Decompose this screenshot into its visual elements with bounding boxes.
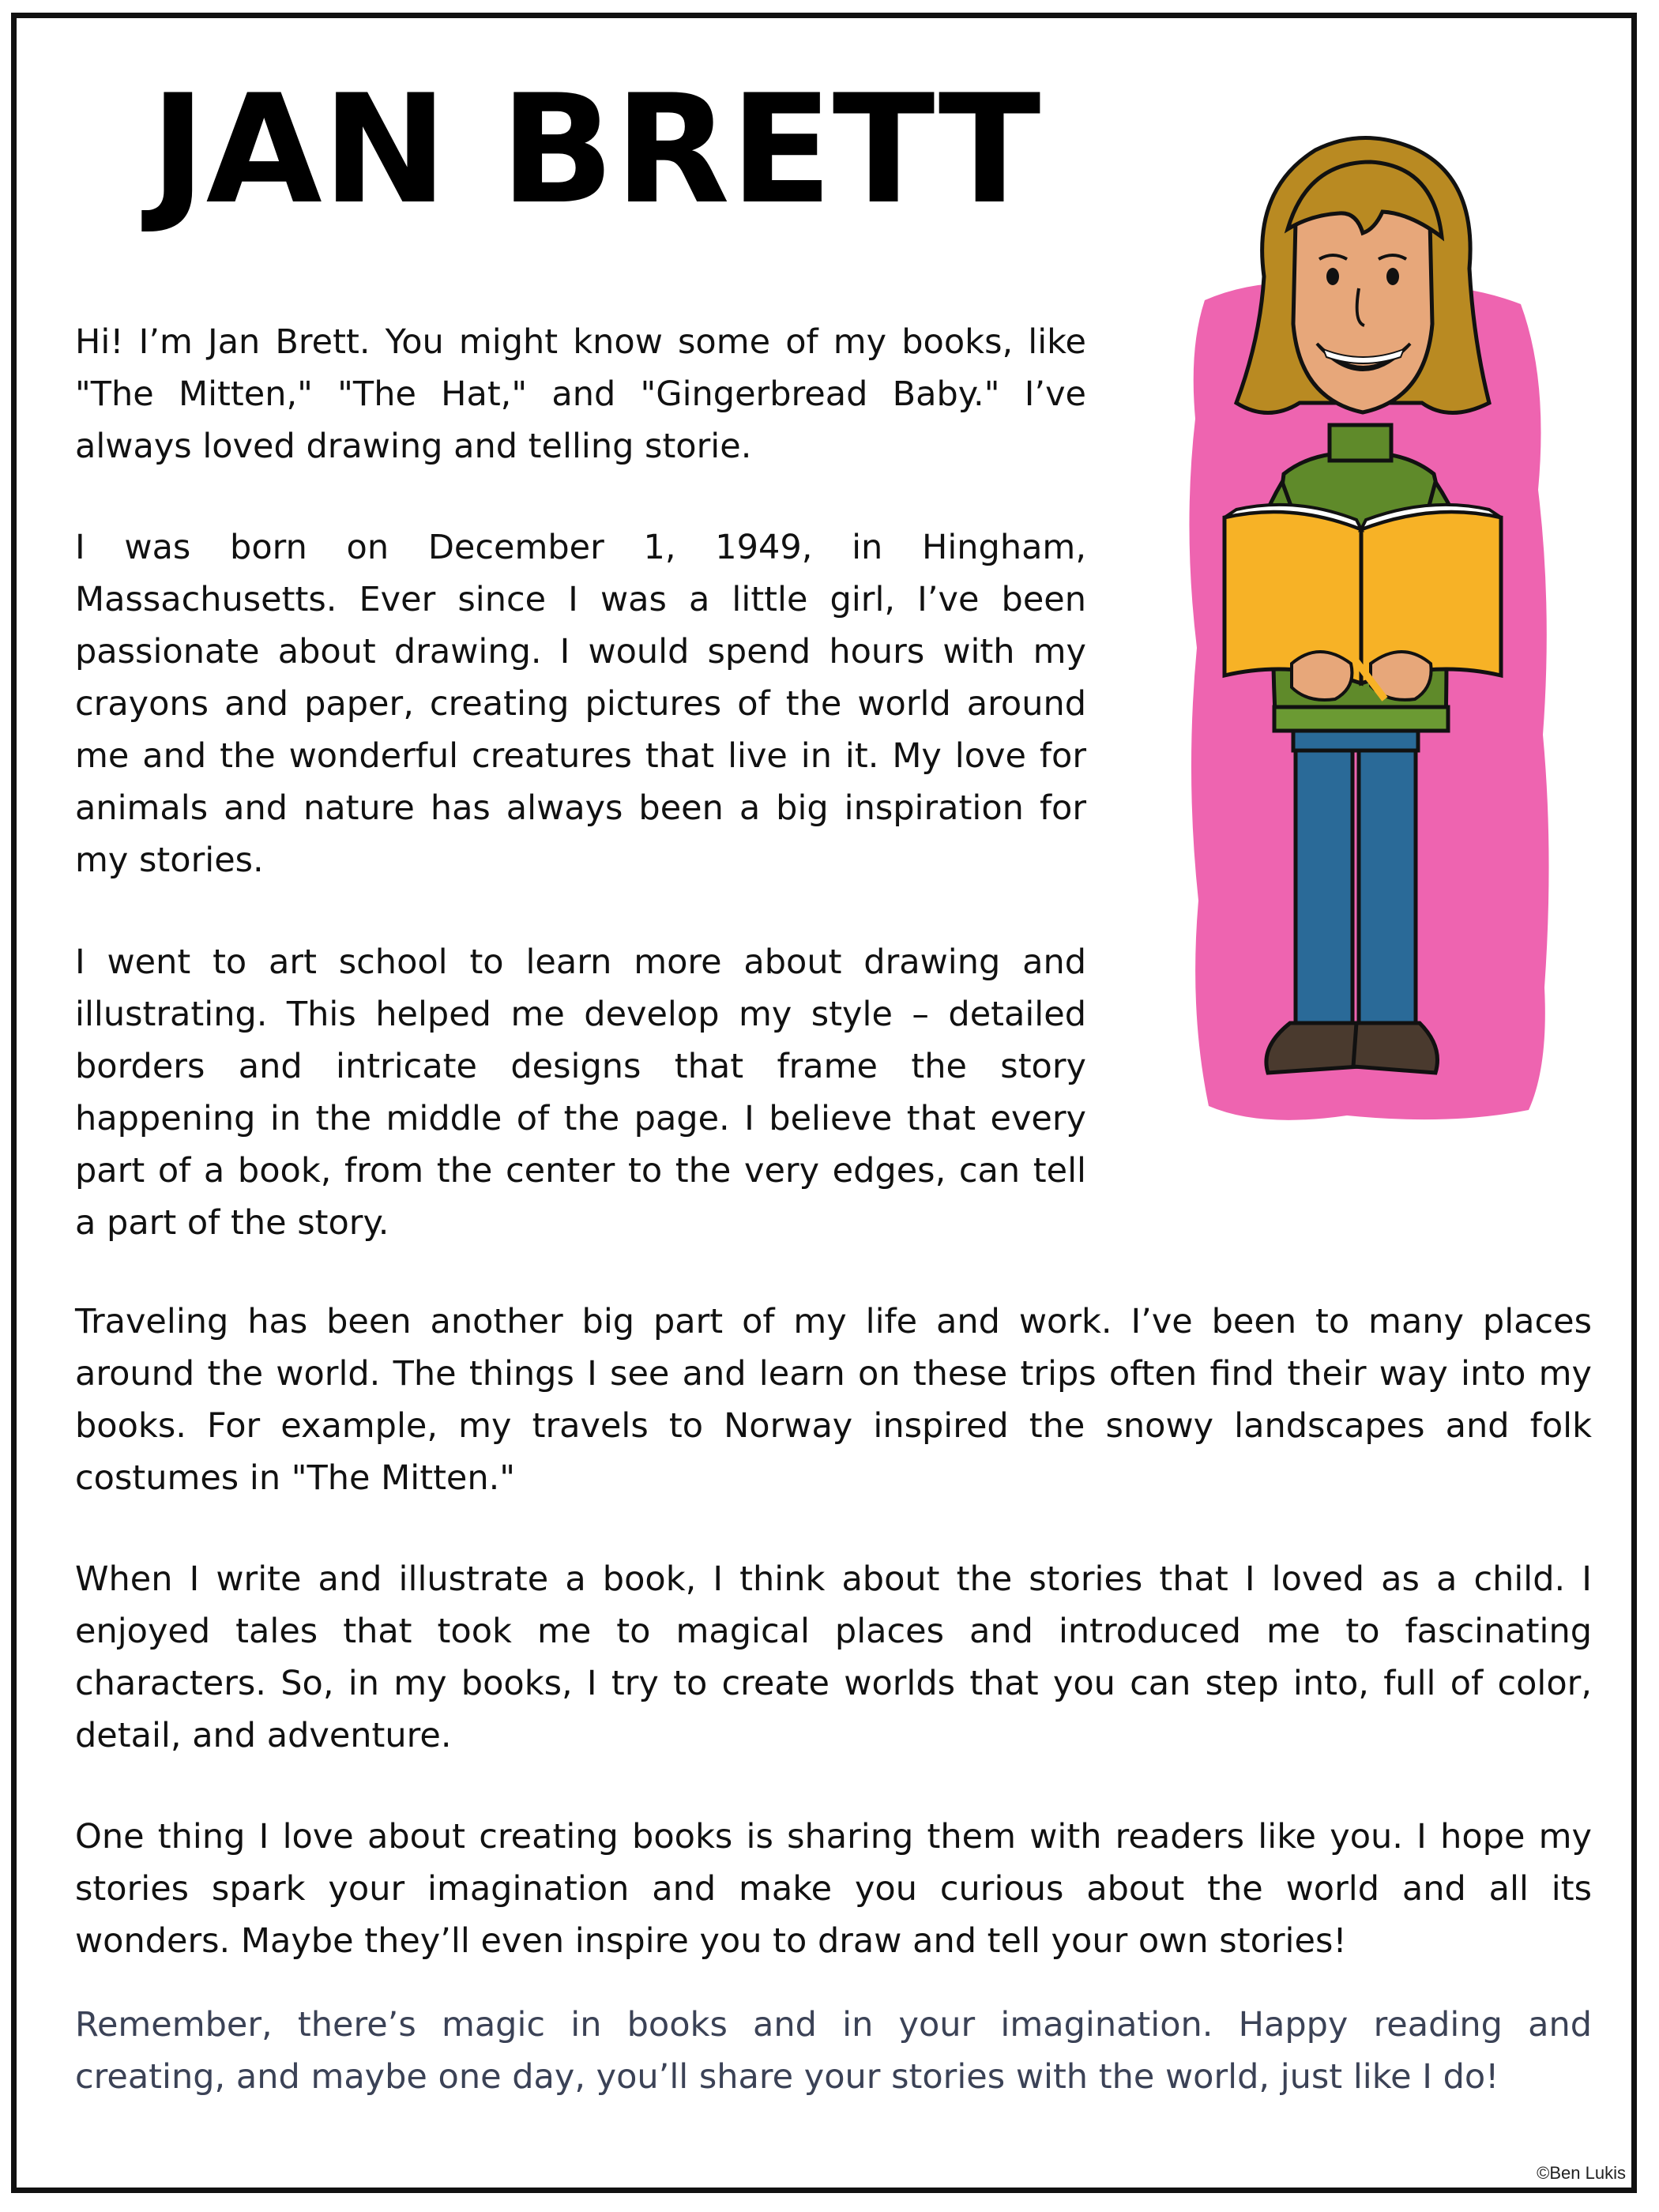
- paragraph-art-school: I went to art school to learn more about drawing and illustrating. This helped me develop my style – detailed borders and intricate designs that frame the story happening in the middle of the page. I believe that every part of a book, from the center to the very edges, can tell a part of the story.: [75, 942, 1086, 1243]
- shoes: [1266, 1023, 1438, 1073]
- book-icon: [1224, 505, 1501, 683]
- paragraph-closing: Remember, there’s magic in books and in your imagination. Happy reading and creating, and maybe one day, you’ll share your stories with the world, just like I do!: [75, 2005, 1592, 2097]
- paragraph-writing: When I write and illustrate a book, I think about the stories that I loved as a child. I enjoyed tales that took me to magical places and introduced me to fascinating characters. So, in my books, I try to create worlds that you can step into, full of color, detail, and adventure.: [75, 1559, 1592, 1755]
- paragraph-sharing: One thing I love about creating books is sharing them with readers like you. I hope my stories spark your imagination and make you curious about the world and all its wonders. Maybe they’ll even inspire you to draw and tell your own stories!: [75, 1817, 1592, 1961]
- copyright-credit: ©Ben Lukis: [1537, 2163, 1626, 2183]
- paragraph-childhood: I was born on December 1, 1949, in Hingham, Massachusetts. Ever since I was a little girl, I’ve been passionate about drawing. I would spend hours with my crayons and paper, creating pictures of the world around me and the wonderful creatures that live in it. My love for animals and nature has always been a big inspiration for my stories.: [75, 528, 1086, 880]
- paragraph-traveling: Traveling has been another big part of my life and work. I’ve been to many places around the world. The things I see and learn on these trips often find their way into my books. For example, my travels to Norway inspired the snowy landscapes and folk costumes in "The Mitten.": [75, 1302, 1592, 1498]
- page-title: JAN BRETT: [150, 62, 1041, 237]
- paragraph-intro: Hi! I’m Jan Brett. You might know some of my books, like "The Mitten," "The Hat," and "Gingerbread Baby." I’ve always loved drawing and telling storie.: [75, 322, 1086, 466]
- author-illustration: [1149, 118, 1592, 1146]
